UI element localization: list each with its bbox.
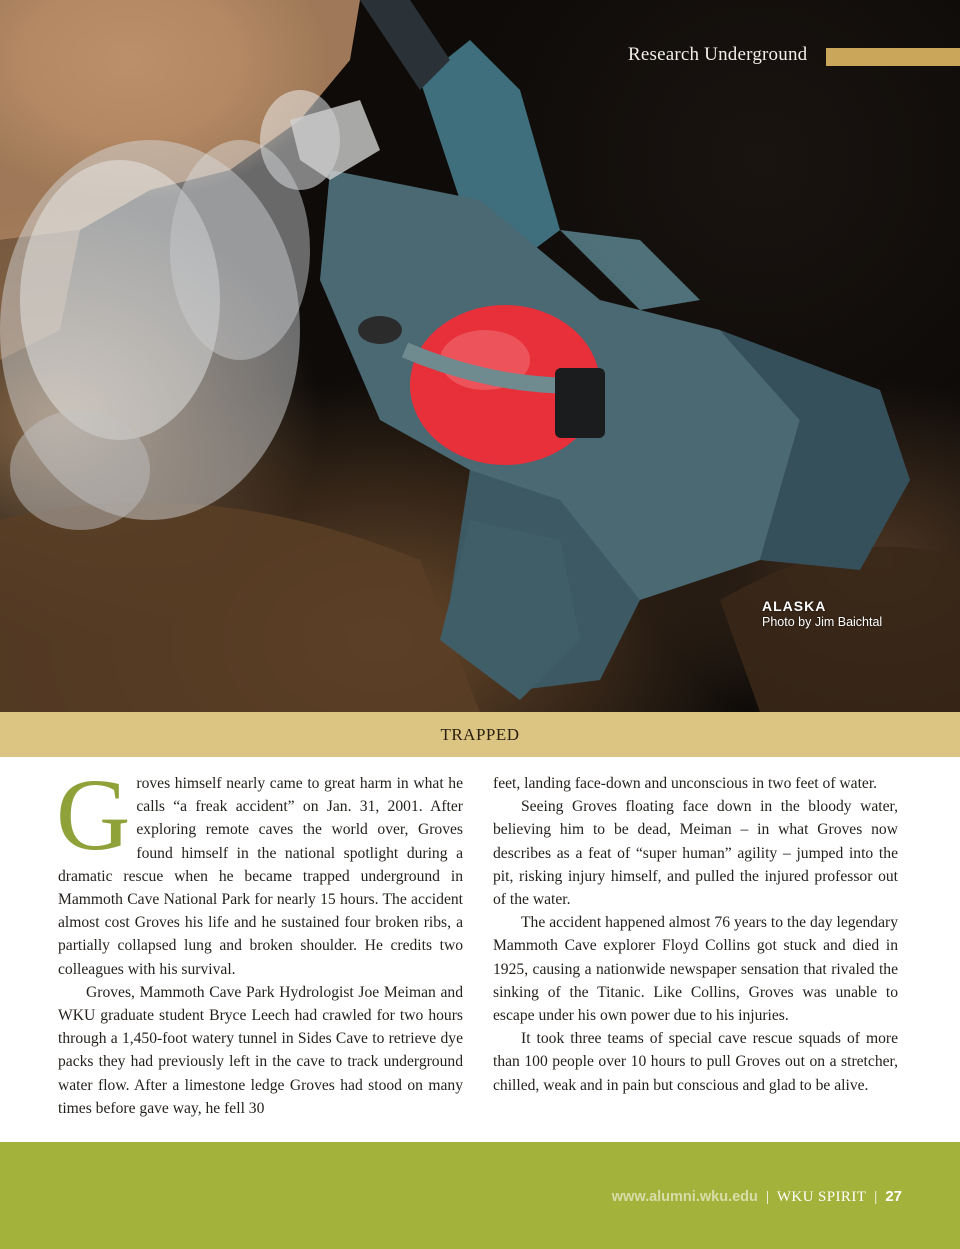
photo-credit — [762, 598, 882, 629]
photo-location: ALASKA — [762, 598, 827, 614]
section-banner — [0, 712, 960, 757]
footer-url[interactable]: www.alumni.wku.edu — [611, 1189, 758, 1205]
paragraph: The accident happened almost 76 years to the day legendary Mammoth Cave explorer Floyd Collins got stuck and died in 1925, causing a nationwide newspaper sensation that rivaled the sinking of the Titanic. Like Collins, Groves was unable to escape under his own power due to his injuries. — [493, 914, 898, 1025]
paragraph: Seeing Groves floating face down in the bloody water, believing him to be dead, Meiman – in what Groves now describes as a feat of “super human” agility – jumped into the pit, risking injury himself, and pulled the injured professor out of the water. — [493, 798, 898, 909]
article-column-left — [56, 758, 463, 1120]
paragraph: It took three teams of special cave rescue squads of more than 100 people over 10 hours to pull Groves out on a stretcher, chilled, weak and in pain but conscious and glad to be alive. — [493, 1030, 898, 1094]
section-label: Research Underground — [628, 44, 808, 65]
drop-cap: G — [56, 758, 131, 872]
page-footer — [0, 1142, 960, 1249]
magazine-name: WKU SPIRIT — [776, 1189, 867, 1205]
footer-folio — [612, 1188, 902, 1206]
section-accent-bar — [826, 48, 960, 66]
paragraph — [56, 758, 463, 981]
photo-byline: Photo by Jim Baichtal — [762, 615, 883, 629]
article-column-right — [493, 772, 898, 1097]
footer-separator: | — [874, 1189, 878, 1205]
footer-separator: | — [765, 1189, 769, 1205]
paragraph: feet, landing face-down and unconscious in two feet of water. — [493, 775, 878, 792]
page-number: 27 — [885, 1188, 902, 1205]
paragraph-text: roves himself nearly came to great harm in what he calls “a freak accident” on Jan. 31, 2001. After exploring remote caves the world over, Groves found himself in the national spotlight during a dramatic rescue when he became trapped underground in Mammoth Cave National Park for nearly 15 hours. The accident almost cost Groves his life and he sustained four broken ribs, a partially collapsed lung and broken shoulder. He credits two colleagues with his survival. — [58, 775, 463, 978]
banner-title: TRAPPED — [440, 724, 520, 744]
paragraph: Groves, Mammoth Cave Park Hydrologist Joe Meiman and WKU graduate student Bryce Leech had crawled for two hours through a 1,450-foot watery tunnel in Sides Cave to retrieve dye packs they had previously left in the cave to track underground water flow. After a limestone ledge Groves had stood on many times before gave way, he fell 30 — [58, 983, 463, 1117]
